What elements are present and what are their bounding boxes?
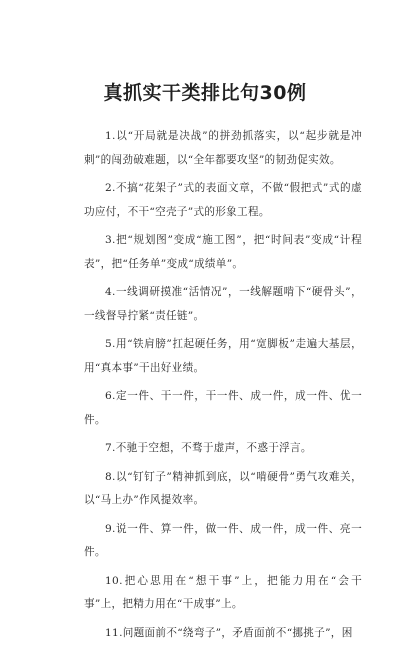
- paragraph-8: 8.以“钉钉子”精神抓到底，以“啃硬骨”勇气攻难关，以“马上办”作风提效率。: [84, 470, 362, 506]
- paragraph-7: 7.不驰于空想，不骛于虚声，不惑于浮言。: [105, 442, 312, 454]
- paragraph-5: 5.用“铁肩膀”扛起硬任务，用“宽脚板”走遍大基层，用“真本事”干出好业绩。: [84, 338, 362, 374]
- document-title: 真抓实干类排比句30例: [103, 82, 307, 104]
- paragraph-3: 3.把“规划图”变成“施工图”，把“时间表”变成“计程表”，把“任务单”变成“成绩单”。: [84, 234, 362, 270]
- paragraph-9: 9.说一件、算一件，做一件、成一件，成一件、亮一件。: [84, 522, 362, 558]
- paragraph-2: 2.不搞“花架子”式的表面文章，不做“假把式”式的虚功应付，不干“空壳子”式的形象工程。: [84, 182, 362, 218]
- paragraph-4: 4.一线调研摸准“活情况”，一线解题啃下“硬骨头”，一线督导拧紧“责任链”。: [84, 286, 362, 322]
- paragraph-10: 10.把心思用在“想干事”上，把能力用在“会干事”上，把精力用在“干成事”上。: [84, 574, 362, 610]
- paragraph-list: [84, 125, 362, 650]
- paragraph-1: 1.以“开局就是决战”的拼劲抓落实，以“起步就是冲刺”的闯劲破难题，以“全年都要攻坚”的韧劲促实效。: [84, 130, 362, 166]
- paragraph-6: 6.定一件、干一件，干一件、成一件，成一件、优一件。: [84, 390, 362, 426]
- paragraph-11: 11.问题面前不“绕弯子”，矛盾面前不“挪挑子”，困: [105, 626, 353, 639]
